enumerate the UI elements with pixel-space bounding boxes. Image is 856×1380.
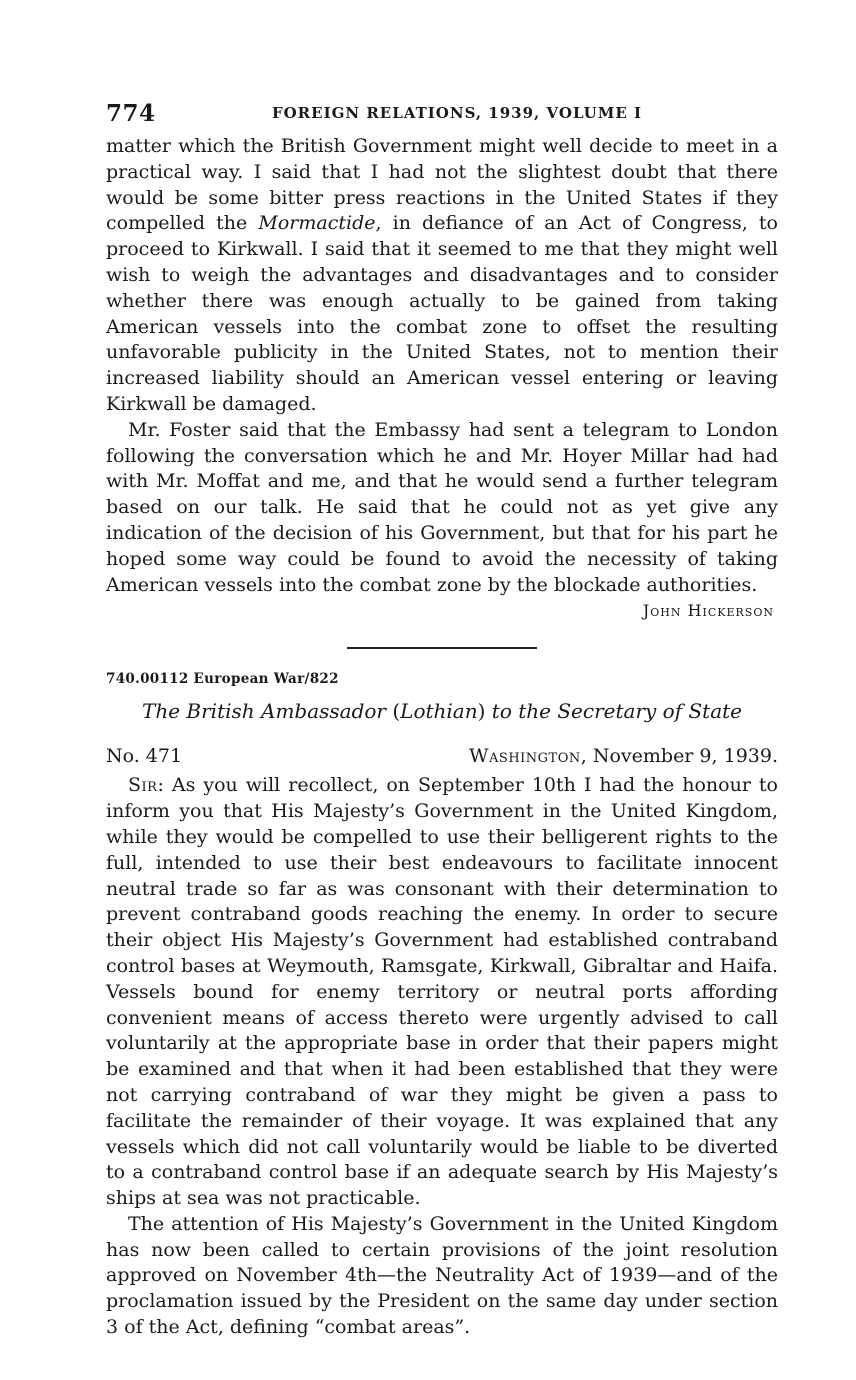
heading-part-5: to the Secretary of State xyxy=(485,699,742,724)
heading-paren-close: ) xyxy=(477,699,486,724)
memo-paragraph-1-text-a: matter which the British Government might well decide to meet in a practical way. I said that I had not the slightest doubt that there would be some bitter press reactions in the United States if they compelled the xyxy=(106,135,778,235)
document-heading xyxy=(106,699,778,723)
ship-name: Mormactide xyxy=(258,212,376,235)
letter-paragraph-1 xyxy=(106,773,778,1212)
signature: John Hickerson xyxy=(642,601,774,621)
running-title: FOREIGN RELATIONS, 1939, VOLUME I xyxy=(271,104,643,122)
page-number: 774 xyxy=(106,100,156,127)
memo-paragraph-1-text-b: , in defiance of an Act of Congress, to proceed to Kirkwall. I said that it seemed to me that they might well wish to weigh the advantages and disadvantages and to consider whether there was enough actually to be gained from taking American vessels into the combat zone to offset the resulting unfavorable publicity in the United States, not to mention their increased liability should an American vessel entering or leaving Kirkwall be damaged. xyxy=(106,212,778,415)
document-number: No. 471 xyxy=(106,745,183,768)
section-divider xyxy=(347,647,537,649)
heading-part-1: The British Ambassador xyxy=(142,699,393,724)
file-reference: 740.00112 European War/822 xyxy=(106,671,339,688)
place: Washington xyxy=(469,745,581,768)
heading-ambassador-name: Lothian xyxy=(400,699,478,724)
memo-paragraph-2: Mr. Foster said that the Embassy had sent a telegram to London following the conversation which he and Mr. Hoyer Millar had had with Mr. Moffat and me, and that he would send a further telegram based on our talk. He said that he could not as yet give any indication of the decision of his Government, but that for his part he hoped some way could be found to avoid the necessity of taking American vessels into the combat zone by the blockade authorities. xyxy=(106,418,778,596)
salutation: Sir xyxy=(128,774,158,797)
dateline xyxy=(106,745,778,773)
running-head xyxy=(106,98,778,134)
letter-paragraph-2: The attention of His Majesty’s Government in the United Kingdom has now been called to certain provisions of the joint resolution approved on November 4th—the Neutrality Act of 1939—and of the proclamation issued by the President on the same day under section 3 of the Act, defining “combat areas”. xyxy=(106,1212,778,1339)
memo-paragraph-1 xyxy=(106,134,778,418)
date: , November 9, 1939. xyxy=(580,745,778,768)
place-and-date xyxy=(469,745,778,767)
document-page xyxy=(106,98,778,1341)
letter-paragraph-1-text: : As you will recollect, on September 10th I had the honour to inform you that His Majesty’s Government in the United Kingdom, while they would be compelled to use their belligerent rights to the full, intended to use their best endeavours to facilitate innocent neutral trade so far as was consonant with their determination to prevent contraband goods reaching the enemy. In order to secure their object His Majesty’s Government had established contraband control bases at Weymouth, Ramsgate, Kirkwall, Gibraltar and Haifa. Vessels bound for enemy territory or neutral ports affording convenient means of access thereto were urgently advised to call voluntarily at the appropriate base in order that their papers might be examined and that when it had been established that they were not carrying contraband of war they might be given a pass to facilitate the remainder of their voyage. It was explained that any vessels which did not call voluntarily would be liable to be diverted to a contraband control base if an adequate search by His Majesty’s ships at sea was not practicable. xyxy=(106,774,778,1210)
heading-paren-open: ( xyxy=(392,699,401,724)
